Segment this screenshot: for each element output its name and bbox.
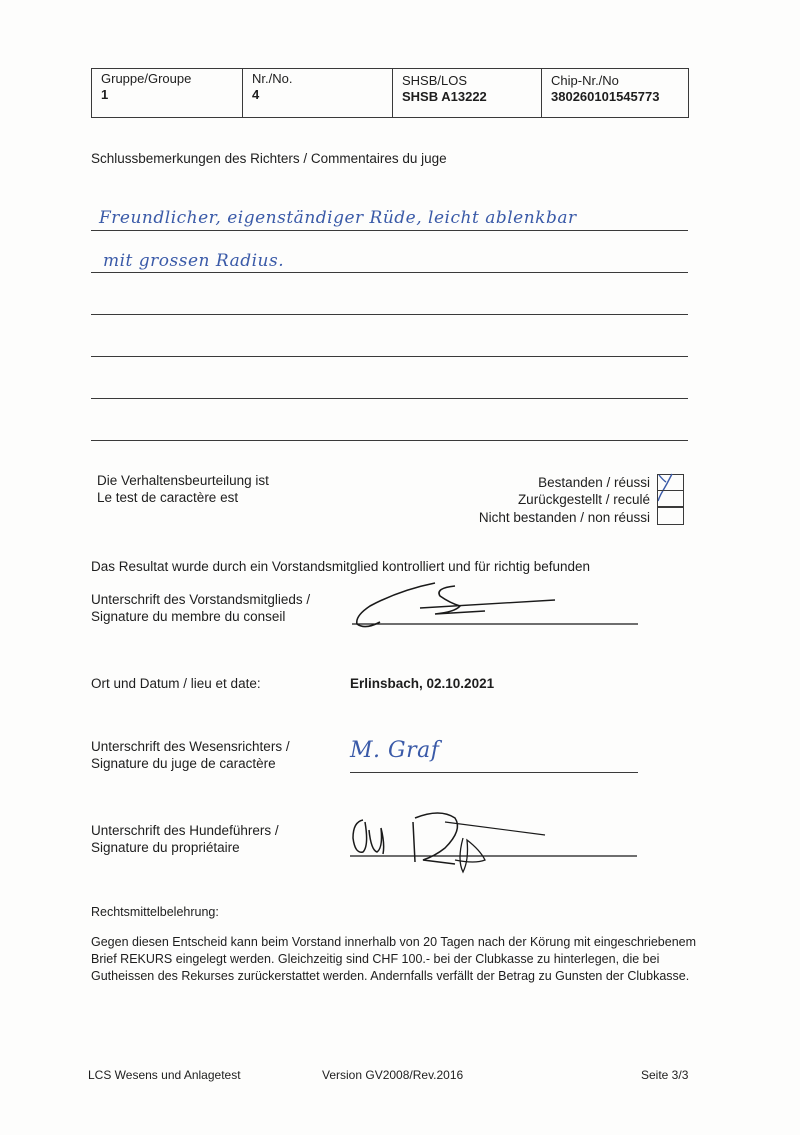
legal-heading: Rechtsmittelbelehrung:	[91, 905, 219, 919]
footer-page-number: Seite 3/3	[641, 1068, 689, 1082]
footer-left: LCS Wesens und Anlagetest	[88, 1068, 241, 1082]
board-signature-label-fr: Signature du membre du conseil	[91, 609, 286, 624]
option-failed-label: Nicht bestanden / non réussi	[478, 510, 650, 525]
group-value: 1	[101, 87, 109, 102]
option-failed-checkbox[interactable]	[657, 507, 684, 525]
owner-signature	[345, 800, 645, 880]
option-deferred-checkbox[interactable]	[657, 490, 684, 507]
judge-signature: M. Graf	[350, 738, 440, 763]
place-date-label: Ort und Datum / lieu et date:	[91, 676, 261, 691]
number-label: Nr./No.	[252, 71, 293, 86]
board-member-signature	[340, 578, 640, 633]
option-passed-checkbox[interactable]	[657, 474, 684, 491]
assessment-label-fr: Le test de caractère est	[97, 490, 239, 505]
comment-line-2	[91, 272, 688, 273]
option-passed-label: Bestanden / réussi	[538, 475, 650, 490]
board-signature-label-de: Unterschrift des Vorstandsmitglieds /	[91, 592, 311, 607]
shsb-cell	[393, 69, 542, 117]
owner-signature-label-fr: Signature du propriétaire	[91, 840, 240, 855]
comments-heading: Schlussbemerkungen des Richters / Commentaires du juge	[91, 151, 447, 166]
chip-label: Chip-Nr./No	[551, 73, 619, 88]
comment-line-1	[91, 230, 688, 231]
shsb-value: SHSB A13222	[402, 89, 487, 104]
footer-center: Version GV2008/Rev.2016	[322, 1068, 464, 1082]
comment-line-4	[91, 356, 688, 357]
number-value: 4	[252, 87, 260, 102]
owner-signature-label-de: Unterschrift des Hundeführers /	[91, 823, 279, 838]
chip-cell	[542, 69, 688, 117]
shsb-label: SHSB/LOS	[402, 73, 468, 88]
group-label: Gruppe/Groupe	[101, 71, 192, 86]
legal-body: Gegen diesen Entscheid kann beim Vorstand innerhalb von 20 Tagen nach der Körung mit eingeschriebenem Brief REKURS eingelegt werden. Gleichzeitig sind CHF 100.- bei der Clubkasse zu hinterlegen, die bei Gutheissen des Rekurses zurückerstattet werden. Andernfalls verfällt der Betrag zu Gunsten der Clubkasse.	[91, 935, 697, 983]
comment-line-5	[91, 398, 688, 399]
option-deferred-label: Zurückgestellt / reculé	[517, 492, 650, 507]
comment-line-2-text: mit grossen Radius.	[103, 251, 285, 271]
judge-signature-line	[350, 772, 638, 773]
number-cell	[243, 69, 393, 117]
place-date-value: Erlinsbach, 02.10.2021	[350, 676, 495, 691]
header-table	[91, 68, 689, 118]
assessment-label-de: Die Verhaltensbeurteilung ist	[97, 473, 269, 488]
comment-line-3	[91, 314, 688, 315]
check-mark-icon	[657, 474, 684, 491]
judge-signature-label-fr: Signature du juge de caractère	[91, 756, 276, 771]
comment-line-6	[91, 440, 688, 441]
group-cell	[92, 69, 243, 117]
chip-value: 380260101545773	[551, 89, 660, 104]
comment-line-1-text: Freundlicher, eigenständiger Rüde, leicht ablenkbar	[99, 208, 577, 228]
judge-signature-label-de: Unterschrift des Wesensrichters /	[91, 739, 290, 754]
verification-statement: Das Resultat wurde durch ein Vorstandsmitglied kontrolliert und für richtig befunden	[91, 559, 591, 574]
